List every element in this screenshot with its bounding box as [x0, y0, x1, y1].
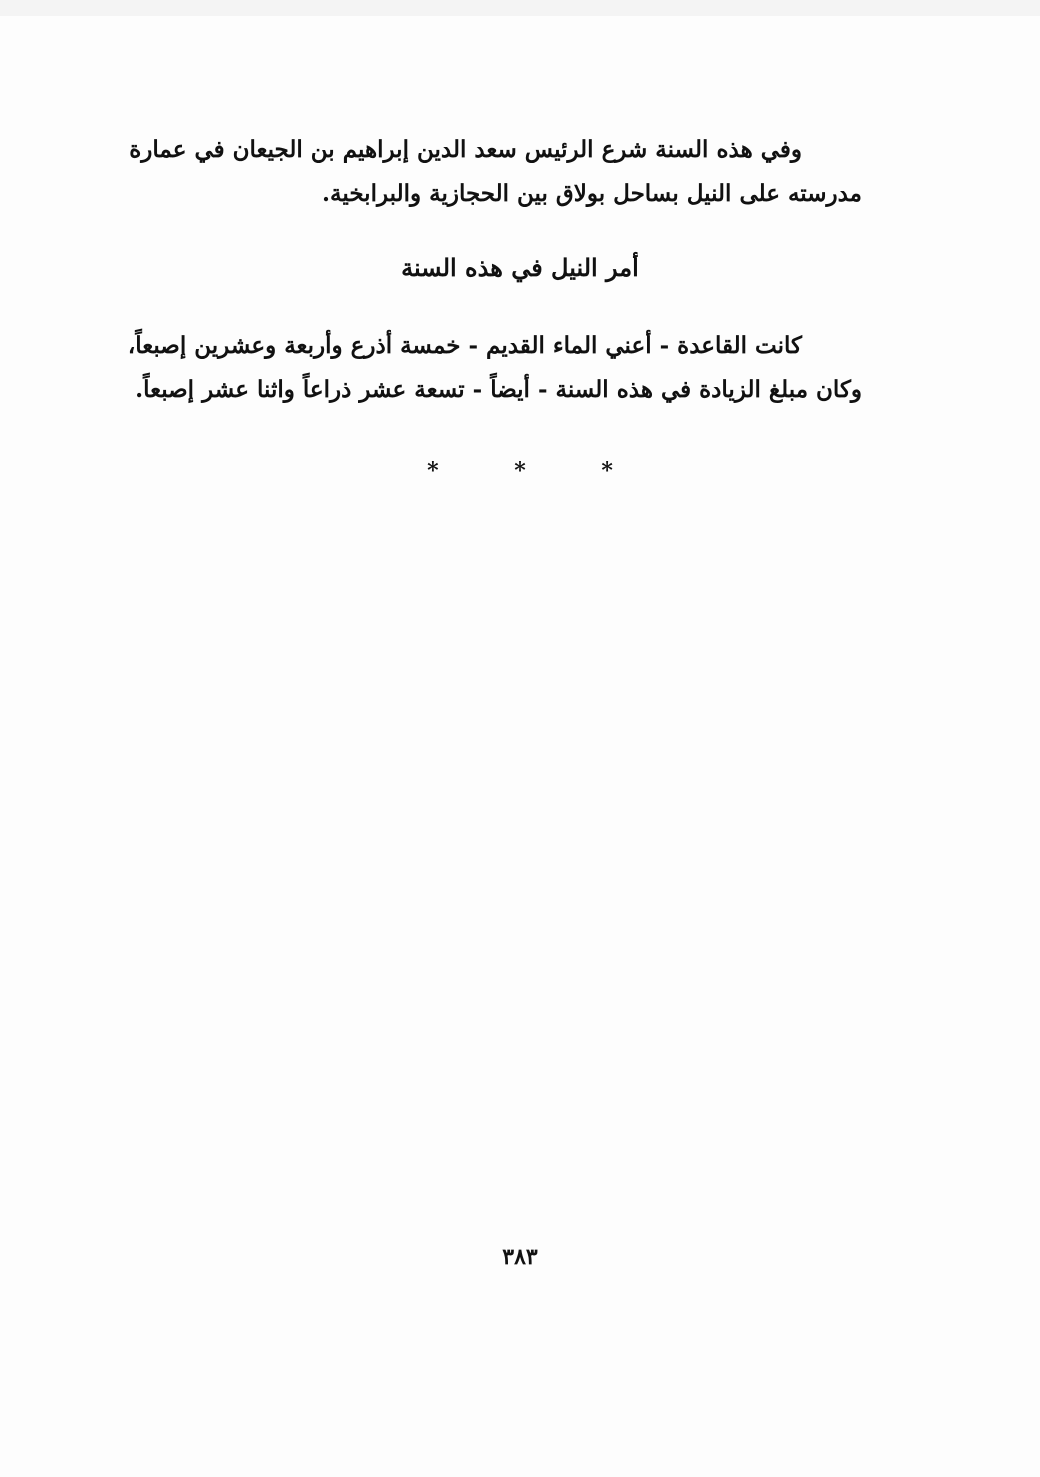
paragraph-construction	[129, 128, 862, 216]
asterisk-separator: * * *	[427, 458, 647, 484]
page-number: ٣٨٣	[502, 1244, 538, 1270]
paragraph-line: وفي هذه السنة شرع الرئيس سعد الدين إبراهيم بن الجيعان في عمارة	[129, 136, 802, 163]
paragraph-line: وكان مبلغ الزيادة في هذه السنة - أيضاً - تسعة عشر ذراعاً واثنا عشر إصبعاً.	[135, 376, 862, 403]
paragraph-line: مدرسته على النيل بساحل بولاق بين الحجازية والبرابخية.	[322, 180, 862, 207]
paragraph-nile	[127, 324, 862, 412]
section-heading: أمر النيل في هذه السنة	[401, 253, 639, 282]
paragraph-line: كانت القاعدة - أعني الماء القديم - خمسة أذرع وأربعة وعشرين إصبعاً،	[127, 332, 802, 359]
scan-edge	[0, 0, 1040, 16]
